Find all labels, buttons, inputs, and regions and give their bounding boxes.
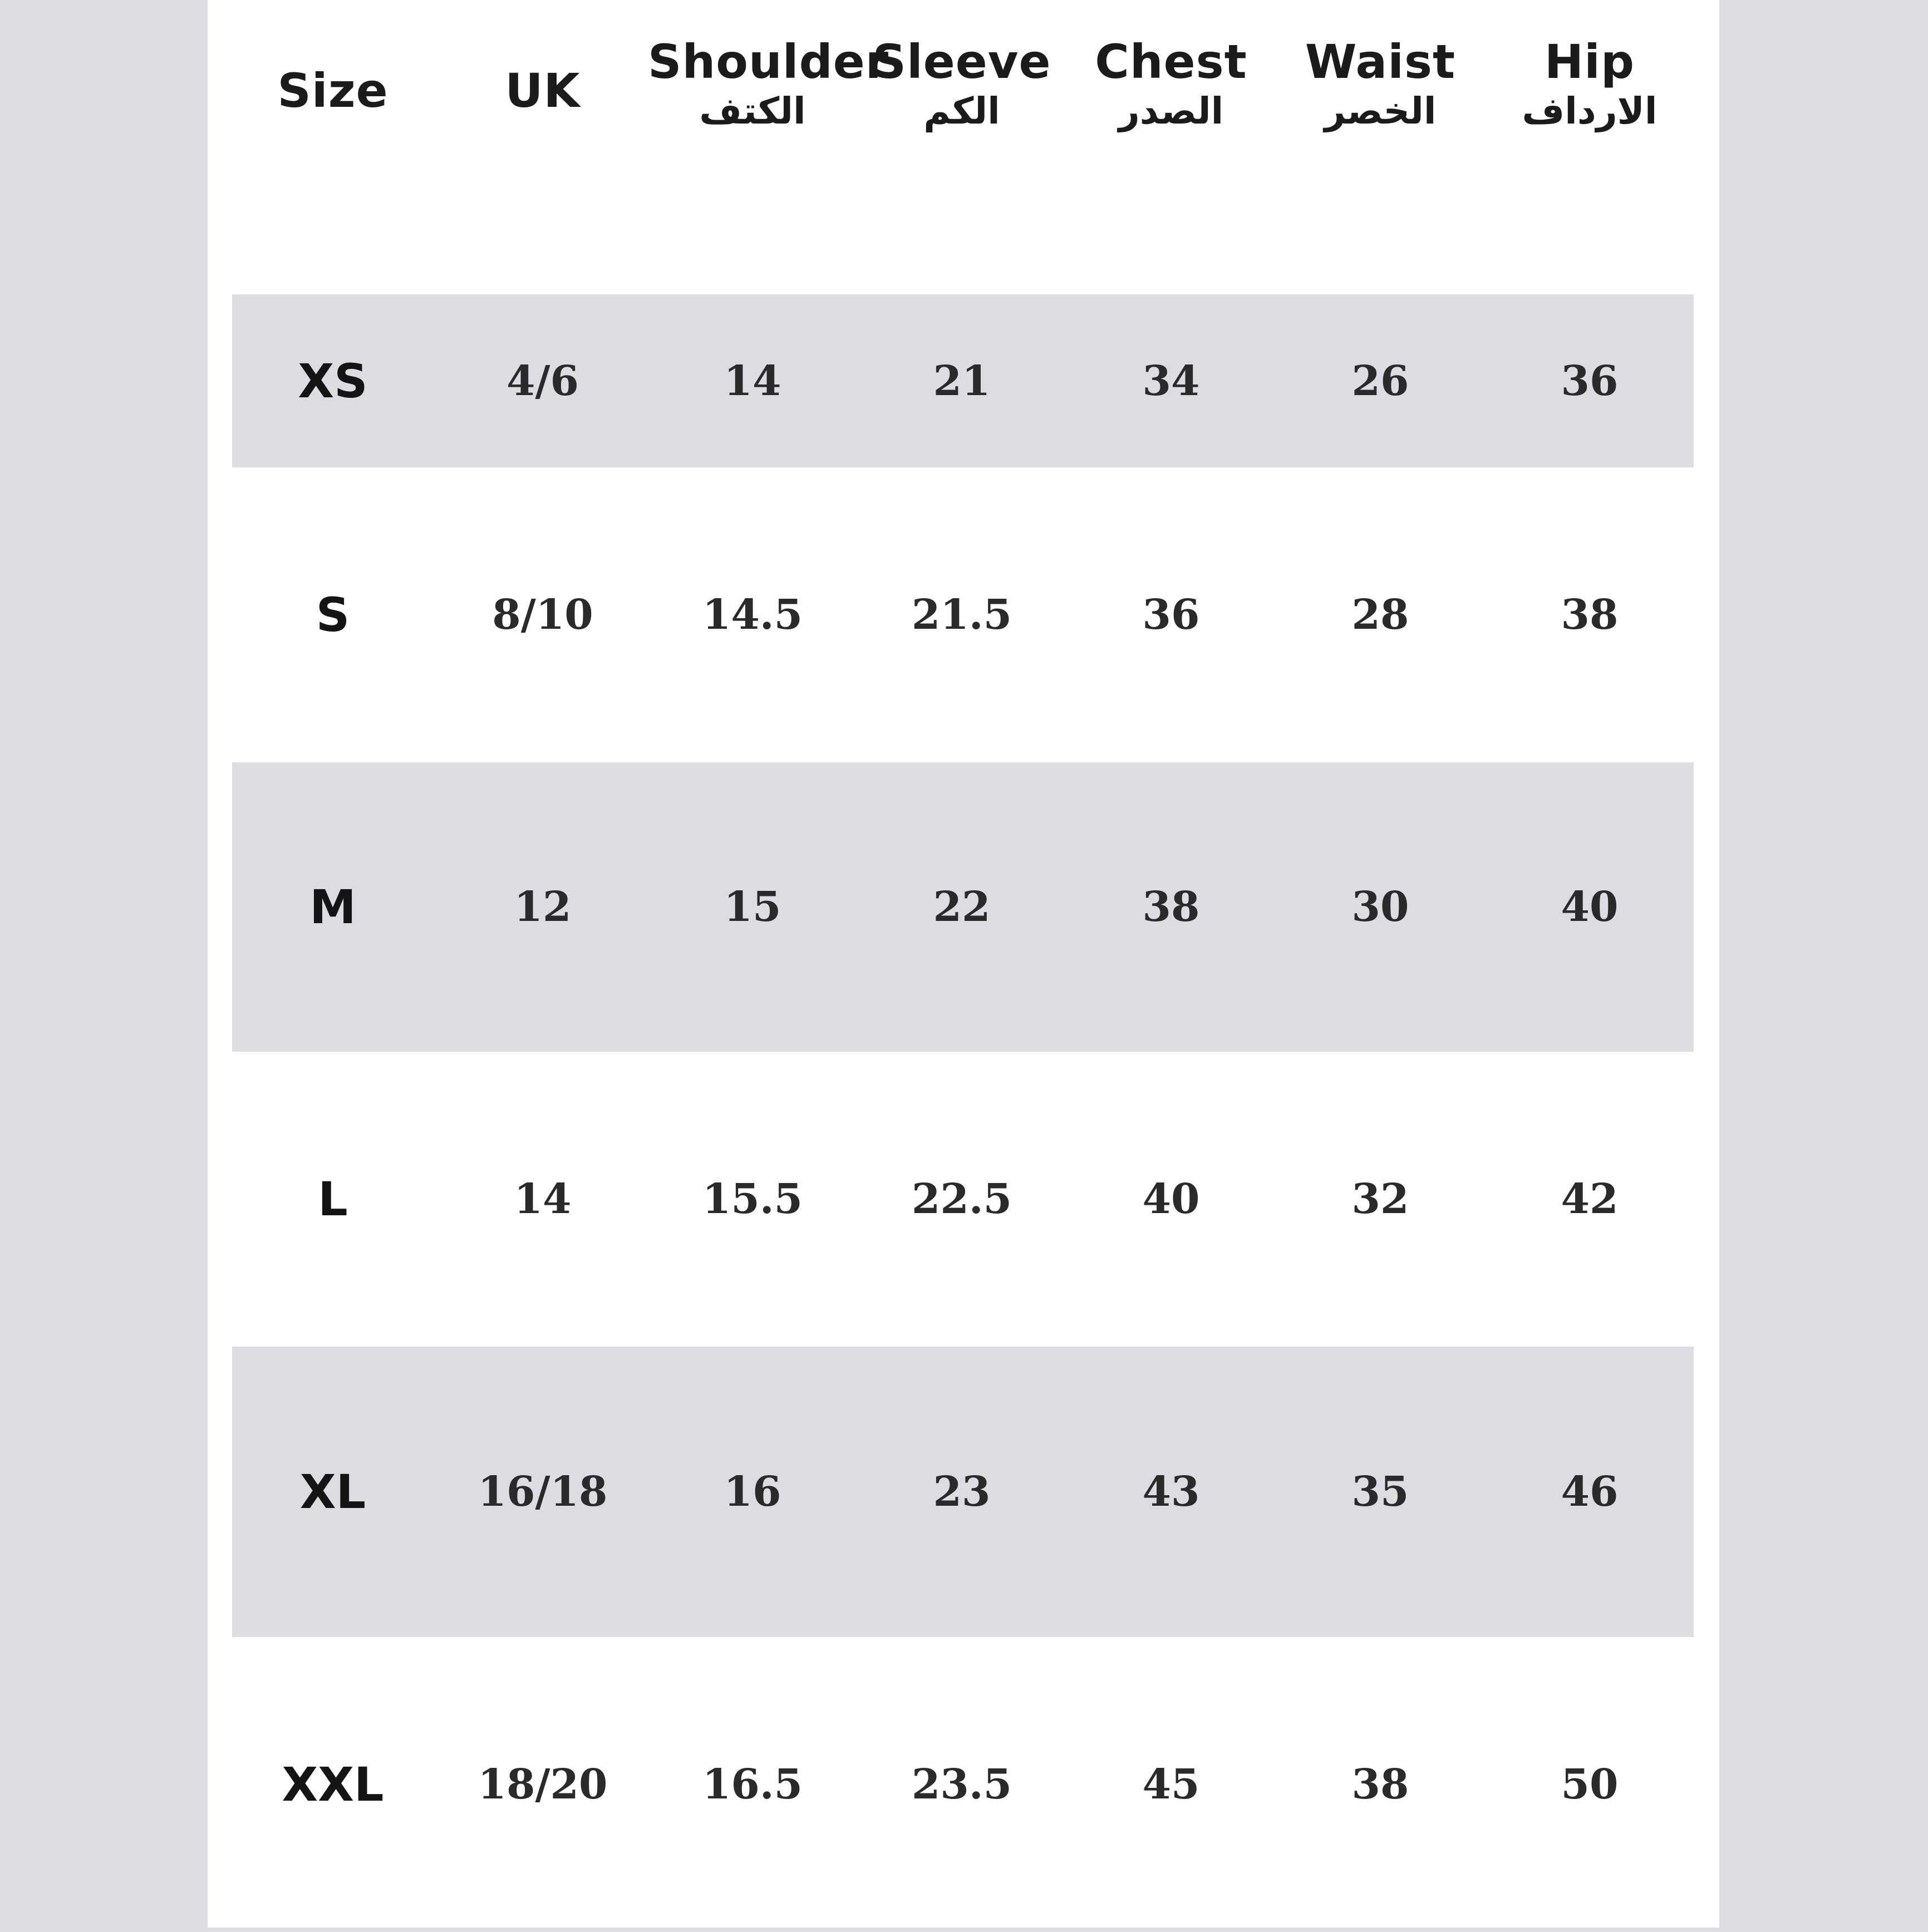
row-chest: 36 xyxy=(1142,591,1200,639)
row-waist: 35 xyxy=(1351,1468,1409,1516)
row-uk: 8/10 xyxy=(492,591,593,639)
row-uk: 4/6 xyxy=(506,357,579,405)
row-sleeve: 23 xyxy=(933,1468,991,1516)
header-shoulder-arabic: الكتف xyxy=(699,90,806,132)
row-hip: 50 xyxy=(1561,1761,1619,1808)
row-size: L xyxy=(318,1172,348,1226)
row-uk: 12 xyxy=(514,883,572,931)
row-chest: 40 xyxy=(1142,1175,1200,1223)
header-shoulder: Shoulder xyxy=(648,34,889,89)
table-row-xs xyxy=(232,294,1694,467)
row-uk: 18/20 xyxy=(478,1761,608,1808)
table-row-xl xyxy=(232,1347,1694,1637)
row-size: XL xyxy=(299,1465,366,1519)
row-waist: 28 xyxy=(1351,591,1409,639)
row-sleeve: 23.5 xyxy=(911,1761,1012,1808)
row-shoulder: 14 xyxy=(724,357,781,405)
table-row-m xyxy=(232,762,1694,1052)
row-size: XXL xyxy=(282,1757,384,1812)
row-shoulder: 14.5 xyxy=(702,591,803,639)
size-chart-sheet xyxy=(208,0,1719,1928)
row-sleeve: 22 xyxy=(933,883,991,931)
header-sleeve-arabic: الكم xyxy=(923,90,1000,132)
header-hip: Hip xyxy=(1544,34,1635,89)
header-size: Size xyxy=(277,63,388,118)
row-chest: 45 xyxy=(1142,1761,1200,1808)
row-hip: 38 xyxy=(1561,591,1619,639)
header-chest: Chest xyxy=(1095,34,1247,89)
header-sleeve: Sleeve xyxy=(872,34,1051,89)
size-chart-header xyxy=(208,0,1719,167)
row-sleeve: 21 xyxy=(933,357,991,405)
table-row-xxl xyxy=(232,1637,1694,1932)
row-size: M xyxy=(309,880,356,934)
header-uk: UK xyxy=(505,63,581,118)
row-waist: 30 xyxy=(1351,883,1409,931)
row-waist: 26 xyxy=(1351,357,1409,405)
row-chest: 38 xyxy=(1142,883,1200,931)
row-uk: 14 xyxy=(514,1175,572,1223)
header-waist: Waist xyxy=(1305,34,1456,89)
row-shoulder: 16.5 xyxy=(702,1761,803,1808)
row-size: XS xyxy=(298,353,368,408)
row-hip: 42 xyxy=(1561,1175,1619,1223)
row-sleeve: 21.5 xyxy=(911,591,1012,639)
row-size: S xyxy=(316,588,350,642)
row-hip: 36 xyxy=(1561,357,1619,405)
row-chest: 43 xyxy=(1142,1468,1200,1516)
row-chest: 34 xyxy=(1142,357,1200,405)
table-row-s xyxy=(232,467,1694,762)
row-waist: 32 xyxy=(1351,1175,1409,1223)
row-shoulder: 15 xyxy=(724,883,781,931)
row-shoulder: 16 xyxy=(724,1468,781,1516)
header-hip-arabic: الارداف xyxy=(1522,90,1658,132)
row-shoulder: 15.5 xyxy=(702,1175,803,1223)
row-hip: 40 xyxy=(1561,883,1619,931)
row-hip: 46 xyxy=(1561,1468,1619,1516)
row-waist: 38 xyxy=(1351,1761,1409,1808)
header-chest-arabic: الصدر xyxy=(1118,90,1224,132)
row-uk: 16/18 xyxy=(478,1468,608,1516)
header-waist-arabic: الخصر xyxy=(1324,90,1437,132)
row-sleeve: 22.5 xyxy=(911,1175,1012,1223)
table-row-l xyxy=(232,1052,1694,1347)
